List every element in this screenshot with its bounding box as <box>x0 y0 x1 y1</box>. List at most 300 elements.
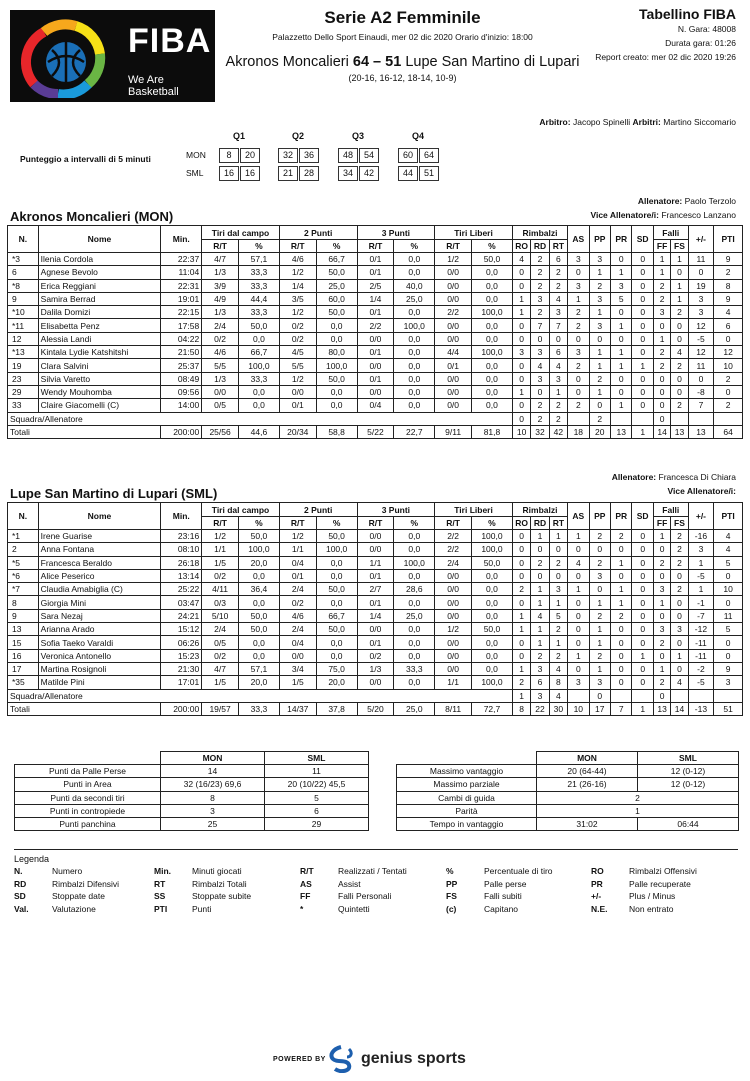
interval-score-cell: 44 <box>398 166 418 181</box>
stat-cell: 2 <box>653 292 670 305</box>
stat-cell: 0/0 <box>435 372 472 385</box>
stat-cell: 1 <box>611 596 632 609</box>
stat-cell: 0 <box>611 623 632 636</box>
stat-cell: 9 <box>714 253 743 266</box>
powered-by-footer <box>273 1042 493 1074</box>
player-row <box>8 569 743 582</box>
legend-item <box>591 891 675 901</box>
stat-cell: 0/0 <box>279 385 316 398</box>
stat-cell: 50,0 <box>316 266 357 279</box>
stat-cell: 0,0 <box>394 543 435 556</box>
stat-cell: 1 <box>512 662 530 675</box>
legend-abbr: RT <box>154 878 166 889</box>
player-name: Claudia Amabiglia (C) <box>38 583 161 596</box>
legend-item <box>591 904 673 914</box>
stat-cell: 0,0 <box>238 569 279 582</box>
stat-cell: 12 <box>714 346 743 359</box>
stat-cell: 1/2 <box>279 372 316 385</box>
interval-score-cell: 20 <box>240 148 260 163</box>
stat-cell: 11 <box>688 253 714 266</box>
stat-cell: 0,0 <box>394 569 435 582</box>
stat-cell: 0/1 <box>357 266 394 279</box>
stat-cell: 8 <box>512 702 530 715</box>
stat-cell: 0 <box>611 253 632 266</box>
column-header: PR <box>611 503 632 530</box>
stat-cell: 2 <box>549 399 567 412</box>
stat-cell: 0 <box>632 385 653 398</box>
legend-abbr: N.E. <box>591 903 608 914</box>
stat-cell: 0 <box>611 332 632 345</box>
legend-abbr: PP <box>446 878 458 889</box>
comparison-team-header: MON <box>161 752 265 765</box>
stat-cell: 9 <box>8 609 39 622</box>
stat-cell: 23:16 <box>161 530 202 543</box>
legend-item <box>14 904 96 914</box>
stat-cell: 1 <box>531 623 549 636</box>
stat-cell: 1 <box>611 556 632 569</box>
column-subheader: RD <box>531 517 549 530</box>
stat-cell: 2 <box>589 609 610 622</box>
stat-cell: 0 <box>568 372 589 385</box>
stat-cell: 3 <box>653 306 670 319</box>
fiba-tagline: We Are Basketball <box>128 74 179 98</box>
stat-cell: 4/9 <box>202 292 239 305</box>
stat-cell: 0 <box>632 372 653 385</box>
stat-cell: 2 <box>589 649 610 662</box>
stat-cell: 44,4 <box>238 292 279 305</box>
stat-cell: 0/3 <box>202 596 239 609</box>
stat-cell: 0/0 <box>435 649 472 662</box>
player-row <box>8 609 743 622</box>
comparison-value: 29 <box>265 817 369 830</box>
stat-cell: 1 <box>568 530 589 543</box>
stat-cell: 1 <box>671 279 688 292</box>
stat-cell: 11:04 <box>161 266 202 279</box>
player-row <box>8 279 743 292</box>
stat-cell: 50,0 <box>316 623 357 636</box>
player-name: Francesca Beraldo <box>38 556 161 569</box>
stat-cell: -11 <box>688 636 714 649</box>
stat-cell: 2 <box>512 676 530 689</box>
stat-cell: 5/20 <box>357 702 394 715</box>
stat-cell: 2 <box>714 372 743 385</box>
stat-cell: 13 <box>688 425 714 438</box>
stat-cell: 4/5 <box>279 346 316 359</box>
column-header: Tiri Liberi <box>435 226 513 240</box>
stat-cell: 30 <box>549 702 567 715</box>
stat-cell: 100,0 <box>472 530 513 543</box>
coach-name: Paolo Terzolo <box>684 196 736 206</box>
stat-cell: 2 <box>589 530 610 543</box>
stat-cell: 15 <box>8 636 39 649</box>
stat-cell: 28,6 <box>394 583 435 596</box>
stat-cell: 1 <box>589 266 610 279</box>
stat-cell: 9 <box>714 292 743 305</box>
player-name: Matilde Pini <box>38 676 161 689</box>
stat-cell: 20 <box>589 425 610 438</box>
stat-cell: 1/5 <box>202 556 239 569</box>
stat-cell: 0,0 <box>472 649 513 662</box>
away-team-title: Lupe San Martino di Lupari (SML) <box>10 486 218 501</box>
stat-cell: 100,0 <box>472 676 513 689</box>
stat-cell: 0/2 <box>279 332 316 345</box>
column-header: Tiri Liberi <box>435 503 513 517</box>
stat-cell: 0 <box>531 332 549 345</box>
column-header: +/- <box>688 226 714 253</box>
stat-cell: 100,0 <box>238 359 279 372</box>
stat-cell: 0 <box>714 649 743 662</box>
column-subheader: RO <box>512 517 530 530</box>
stat-cell: 0/0 <box>357 385 394 398</box>
stat-cell: 3 <box>531 372 549 385</box>
stat-cell: 0/0 <box>357 332 394 345</box>
stat-cell: 0 <box>632 543 653 556</box>
header-row <box>8 226 743 240</box>
stat-cell: 1 <box>589 623 610 636</box>
stat-cell: -12 <box>688 623 714 636</box>
referee-name-2: Martino Siccomario <box>663 117 736 127</box>
legend-item <box>300 891 391 901</box>
stat-cell: 3 <box>589 319 610 332</box>
stat-cell: 2/4 <box>279 623 316 636</box>
stat-cell: 0 <box>512 399 530 412</box>
stat-cell: 1/5 <box>279 676 316 689</box>
player-row <box>8 399 743 412</box>
stat-cell: 09:56 <box>161 385 202 398</box>
stat-cell: 14/37 <box>279 702 316 715</box>
stat-cell: 6 <box>549 253 567 266</box>
stat-cell: 1/1 <box>435 676 472 689</box>
stat-cell: 0 <box>714 596 743 609</box>
stat-cell: 12 <box>688 346 714 359</box>
player-row <box>8 543 743 556</box>
stat-cell: 0 <box>632 623 653 636</box>
column-subheader: R/T <box>279 240 316 253</box>
stat-cell: 2 <box>531 399 549 412</box>
game-number: N. Gara: 48008 <box>677 24 736 34</box>
column-header: 3 Punti <box>357 503 435 517</box>
stat-cell: 3/4 <box>279 662 316 675</box>
player-row <box>8 583 743 596</box>
player-name: Clara Salvini <box>38 359 161 372</box>
stat-cell: 1 <box>568 583 589 596</box>
stat-cell: 2 <box>512 583 530 596</box>
legend-desc: Numero <box>52 866 83 876</box>
stat-cell: 10 <box>714 583 743 596</box>
comparison-row <box>15 778 739 791</box>
stat-cell: 4/6 <box>202 346 239 359</box>
comparison-label: Punti in contropiede <box>15 804 161 817</box>
stat-cell: 0,0 <box>238 332 279 345</box>
stat-cell: 2 <box>611 530 632 543</box>
stat-cell: 2 <box>568 306 589 319</box>
stat-cell: -1 <box>688 596 714 609</box>
stat-cell: 0,0 <box>394 332 435 345</box>
stat-cell: 2 <box>671 543 688 556</box>
column-header: SD <box>632 503 653 530</box>
stat-cell: 0 <box>632 676 653 689</box>
fiba-wordmark: FIBA <box>128 22 212 60</box>
comparison-value: 5 <box>265 791 369 804</box>
stat-cell: 0 <box>653 412 670 425</box>
legend-abbr: PTI <box>154 903 168 914</box>
stat-cell: 0 <box>589 689 610 702</box>
stat-cell: -16 <box>688 530 714 543</box>
away-coach-line <box>612 472 736 482</box>
column-subheader: % <box>472 517 513 530</box>
stat-cell: 5/22 <box>357 425 394 438</box>
stat-cell: 1 <box>512 306 530 319</box>
stat-cell: 1/2 <box>435 253 472 266</box>
stat-cell: 57,1 <box>238 253 279 266</box>
totals-row <box>8 702 743 715</box>
stat-cell: 50,0 <box>238 609 279 622</box>
stat-cell: 1 <box>589 636 610 649</box>
stat-cell: 33 <box>8 399 39 412</box>
stat-cell: 0 <box>632 569 653 582</box>
stat-cell: 0 <box>568 569 589 582</box>
stat-cell: 1/1 <box>202 543 239 556</box>
stat-cell: 4 <box>549 292 567 305</box>
assistant-label: Vice Allenatore/i: <box>667 486 736 496</box>
stat-cell: 2 <box>653 556 670 569</box>
stat-cell: 4/7 <box>202 662 239 675</box>
stat-cell: 0 <box>653 689 670 702</box>
stat-cell: 0 <box>671 332 688 345</box>
comparison-header-row <box>15 752 739 765</box>
legend-item <box>14 866 82 876</box>
stat-cell: 50,0 <box>316 372 357 385</box>
comparison-label: Punti da Palle Perse <box>15 765 161 778</box>
player-row <box>8 649 743 662</box>
stat-cell: 0/5 <box>202 399 239 412</box>
column-header: AS <box>568 503 589 530</box>
column-subheader: RO <box>512 240 530 253</box>
legend-desc: Falli subiti <box>484 891 522 901</box>
away-assistant-line <box>668 486 737 496</box>
stat-cell <box>632 412 653 425</box>
stat-cell: *1 <box>8 530 39 543</box>
interval-score-cell: 21 <box>278 166 298 181</box>
stat-cell: 100,0 <box>394 319 435 332</box>
comparison-value: 06:44 <box>638 817 739 830</box>
stat-cell: 0 <box>653 609 670 622</box>
stat-cell: 0/0 <box>435 292 472 305</box>
stat-cell: 0 <box>512 543 530 556</box>
match-score-line <box>215 54 590 70</box>
stat-cell: 4 <box>714 306 743 319</box>
spacer-cell <box>369 817 397 830</box>
stat-cell: 0 <box>512 649 530 662</box>
stat-cell: 0 <box>632 399 653 412</box>
stat-cell: 0,0 <box>472 662 513 675</box>
stat-cell: 2 <box>671 399 688 412</box>
stat-cell: 1 <box>688 583 714 596</box>
stat-cell: 1 <box>531 596 549 609</box>
player-name: Giorgia Mini <box>38 596 161 609</box>
stat-cell: 2 <box>531 412 549 425</box>
stat-cell: 1/2 <box>279 266 316 279</box>
stat-cell: 0 <box>632 319 653 332</box>
stat-cell: 0 <box>568 596 589 609</box>
stat-cell: 1 <box>611 583 632 596</box>
stat-cell: 0,0 <box>472 385 513 398</box>
column-header: Tiri dal campo <box>202 226 280 240</box>
stat-cell: 0/0 <box>357 623 394 636</box>
interval-team-code: MON <box>186 150 206 160</box>
stat-cell: 0 <box>714 569 743 582</box>
legend-abbr: % <box>446 866 454 876</box>
stat-cell: 2/4 <box>202 623 239 636</box>
stat-cell: 0/0 <box>435 583 472 596</box>
stat-cell: 0 <box>671 372 688 385</box>
stat-cell: 0/4 <box>279 556 316 569</box>
stat-cell: 2 <box>589 372 610 385</box>
stat-cell: 2 <box>549 266 567 279</box>
stat-cell: 2/2 <box>435 543 472 556</box>
stat-cell: 4 <box>549 359 567 372</box>
column-header: PR <box>611 226 632 253</box>
stat-cell: 0/0 <box>357 359 394 372</box>
legend-desc: Stoppate date <box>52 891 105 901</box>
away-score: 51 <box>385 54 402 70</box>
totals-label: Totali <box>8 425 161 438</box>
stat-cell: 13 <box>671 425 688 438</box>
stat-cell: 0/2 <box>279 319 316 332</box>
stat-cell: 72,7 <box>472 702 513 715</box>
stat-cell: 1 <box>531 636 549 649</box>
column-header: 3 Punti <box>357 226 435 240</box>
stat-cell: 4 <box>671 676 688 689</box>
stat-cell: 3 <box>589 253 610 266</box>
stat-cell: 4 <box>714 530 743 543</box>
player-name: Elisabetta Penz <box>38 319 161 332</box>
stat-cell: 22,7 <box>394 425 435 438</box>
legend <box>14 849 738 914</box>
stat-cell: 2 <box>531 306 549 319</box>
comparison-value: 25 <box>161 817 265 830</box>
stat-cell: 1 <box>653 596 670 609</box>
comparison-team-header: SML <box>638 752 739 765</box>
squad-row <box>8 689 743 702</box>
stat-cell: 0 <box>632 279 653 292</box>
stat-cell: 20/34 <box>279 425 316 438</box>
stat-cell: 17:01 <box>161 676 202 689</box>
stat-cell: 0 <box>531 569 549 582</box>
player-name: Veronica Antonello <box>38 649 161 662</box>
stat-cell: 1 <box>512 385 530 398</box>
stat-cell: 0 <box>512 412 530 425</box>
stat-cell: 81,8 <box>472 425 513 438</box>
away-boxscore-table <box>7 502 743 716</box>
stat-cell: 2 <box>653 676 670 689</box>
stat-cell: 0 <box>671 266 688 279</box>
stat-cell: 0 <box>568 266 589 279</box>
comparison-label: Massimo parziale <box>397 778 537 791</box>
stat-cell: 10 <box>714 359 743 372</box>
venue-line: Palazzetto Dello Sport Einaudi, mer 02 dic 2020 Orario d'inizio: 18:00 <box>272 32 533 42</box>
stat-cell: 7 <box>531 319 549 332</box>
stat-cell: 0/0 <box>435 569 472 582</box>
stat-cell: 0 <box>568 609 589 622</box>
stat-cell: 1 <box>611 359 632 372</box>
stat-cell: 1 <box>653 253 670 266</box>
stat-cell: 3 <box>568 253 589 266</box>
comparison-label: Cambi di guida <box>397 791 537 804</box>
stat-cell: 4 <box>568 556 589 569</box>
stat-cell: 0,0 <box>316 649 357 662</box>
stat-cell: 4/6 <box>279 253 316 266</box>
stat-cell: 0 <box>611 662 632 675</box>
stat-cell: 4/11 <box>202 583 239 596</box>
stat-cell: 5 <box>714 623 743 636</box>
stat-cell <box>671 689 688 702</box>
stat-cell: 3 <box>589 676 610 689</box>
totals-row <box>8 425 743 438</box>
player-name: Wendy Mouhomba <box>38 385 161 398</box>
stat-cell: 0/1 <box>357 636 394 649</box>
stat-cell: 1 <box>611 319 632 332</box>
stat-cell: 25,0 <box>394 292 435 305</box>
stat-cell: 0/5 <box>202 636 239 649</box>
stat-cell: 0/0 <box>435 279 472 292</box>
stat-cell: 0/0 <box>435 266 472 279</box>
stat-cell: 1 <box>653 530 670 543</box>
comparison-value: 20 (10/22) 45,5 <box>265 778 369 791</box>
player-name: Kintala Lydie Katshitshi <box>38 346 161 359</box>
stat-cell: 0,0 <box>394 636 435 649</box>
stat-cell: 0 <box>531 385 549 398</box>
legend-abbr: N. <box>14 866 23 876</box>
stat-cell: 15:12 <box>161 623 202 636</box>
stat-cell: 3 <box>653 583 670 596</box>
report-meta <box>595 6 736 64</box>
stat-cell: 0,0 <box>238 385 279 398</box>
stat-cell: 0,0 <box>394 372 435 385</box>
stat-cell: 9 <box>714 662 743 675</box>
stat-cell: 3 <box>671 623 688 636</box>
stat-cell: 1 <box>512 623 530 636</box>
legend-abbr: Min. <box>154 866 171 876</box>
stat-cell: 1 <box>611 346 632 359</box>
stat-cell: -5 <box>688 676 714 689</box>
player-row <box>8 253 743 266</box>
stat-cell: 2 <box>549 649 567 662</box>
player-name: Samira Berrad <box>38 292 161 305</box>
competition-title: Serie A2 Femminile <box>324 8 481 27</box>
stat-cell: 3 <box>549 583 567 596</box>
stat-cell: 0,0 <box>394 596 435 609</box>
player-name: Irene Guarise <box>38 530 161 543</box>
stat-cell: 1 <box>671 253 688 266</box>
stat-cell: 26:18 <box>161 556 202 569</box>
quarter-header: Q3 <box>351 131 364 141</box>
stat-cell: 2 <box>714 399 743 412</box>
stat-cell: 0,0 <box>316 332 357 345</box>
blank-cell <box>397 752 537 765</box>
stat-cell: 0 <box>512 596 530 609</box>
legend-item <box>446 866 553 876</box>
stat-cell: 100,0 <box>316 543 357 556</box>
legend-item <box>446 879 527 889</box>
player-name: Anna Fontana <box>38 543 161 556</box>
report-created: Report creato: mer 02 dic 2020 19:26 <box>595 52 736 62</box>
stat-cell: 0 <box>632 636 653 649</box>
comparison-label: Punti panchina <box>15 817 161 830</box>
stat-cell: *11 <box>8 319 39 332</box>
stat-cell: 100,0 <box>472 543 513 556</box>
stat-cell: 2 <box>671 306 688 319</box>
